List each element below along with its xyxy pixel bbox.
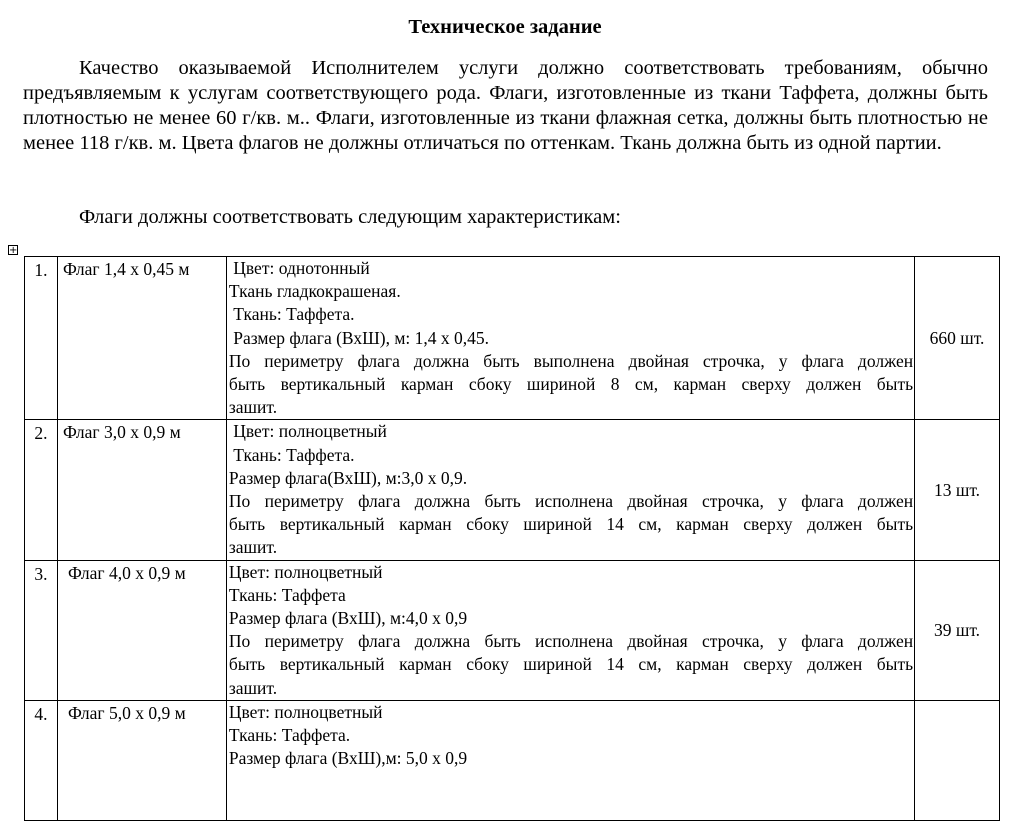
table-move-handle-icon[interactable]: +	[9, 245, 18, 256]
quantity-cell: 39 шт.	[915, 560, 1000, 700]
color-line: Цвет: полноцветный	[228, 421, 387, 442]
size-line: Размер флага (ВхШ), м: 1,4 х 0,45.	[228, 327, 490, 348]
intro-paragraph[interactable]: Качество оказываемой Исполнителем услуги должно соответствовать требованиям, обычно предъявляемым к услугам соответствующего рода. Флаги, изготовленные из ткани Таффета, должны быть плотностью не менее 60 г/кв. м.. Флаги, изготовленные из ткани флажная сетка, должны быть плотностью не менее 118 г/кв. м. Цвета флагов не должны отличаться по оттенкам. Ткань должна быть из одной партии.	[23, 57, 988, 154]
quantity-cell: 13 шт.	[915, 420, 1000, 560]
fabric-type-line: Ткань гладкокрашеная.	[228, 281, 401, 302]
table-row	[25, 560, 1000, 700]
flag-name-cell: Флаг 1,4 х 0,45 м	[57, 257, 226, 420]
quantity-cell	[915, 700, 1000, 820]
row-number: 1.	[25, 257, 58, 420]
fabric-line: Ткань: Таффета	[228, 584, 346, 605]
perimeter-line: По периметру флага должна быть выполнена двойная строчка, у флага должен	[228, 350, 914, 371]
row-number: 4.	[25, 700, 58, 820]
flag-description-cell[interactable]	[226, 560, 914, 700]
flag-name-cell: Флаг 4,0 х 0,9 м	[57, 560, 226, 700]
fabric-line: Ткань: Таффета.	[228, 444, 355, 465]
row-number: 3.	[25, 560, 58, 700]
color-line: Цвет: однотонный	[228, 258, 370, 278]
row-number: 2.	[25, 420, 58, 560]
perimeter-line: быть вертикальный карман сбоку шириной 8 см, карман сверху должен быть	[228, 374, 914, 395]
fabric-line: Ткань: Таффета.	[228, 725, 351, 746]
perimeter-line: зашит.	[228, 397, 278, 418]
quantity-cell: 660 шт.	[915, 257, 1000, 420]
perimeter-line: зашит.	[228, 677, 278, 698]
flag-description-cell[interactable]	[226, 700, 914, 820]
fabric-line: Ткань: Таффета.	[228, 304, 355, 325]
color-line: Цвет: полноцветный	[228, 701, 383, 722]
perimeter-line: быть вертикальный карман сбоку шириной 14 см, карман сверху должен быть	[228, 654, 914, 675]
flag-name-cell: Флаг 3,0 х 0,9 м	[57, 420, 226, 560]
specification-table	[24, 256, 1000, 821]
size-line: Размер флага (ВхШ), м:4,0 х 0,9	[228, 608, 468, 629]
table-row	[25, 420, 1000, 560]
perimeter-line: быть вертикальный карман сбоку шириной 14 см, карман сверху должен быть	[228, 514, 914, 535]
requirements-paragraph[interactable]: Флаги должны соответствовать следующим характеристикам:	[79, 206, 621, 228]
flag-description-cell[interactable]	[226, 420, 914, 560]
perimeter-line: По периметру флага должна быть исполнена двойная строчка, у флага должен	[228, 631, 914, 652]
perimeter-line: По периметру флага должна быть исполнена двойная строчка, у флага должен	[228, 491, 914, 512]
color-line: Цвет: полноцветный	[228, 561, 383, 582]
size-line: Размер флага(ВхШ), м:3,0 х 0,9.	[228, 467, 468, 488]
document-title: Техническое задание	[408, 16, 602, 38]
table-row	[25, 700, 1000, 820]
table-row	[25, 257, 1000, 420]
size-line: Размер флага (ВхШ),м: 5,0 х 0,9	[228, 748, 468, 769]
flag-description-cell[interactable]	[226, 257, 914, 420]
flag-name-cell: Флаг 5,0 х 0,9 м	[57, 700, 226, 820]
perimeter-line: зашит.	[228, 537, 278, 558]
